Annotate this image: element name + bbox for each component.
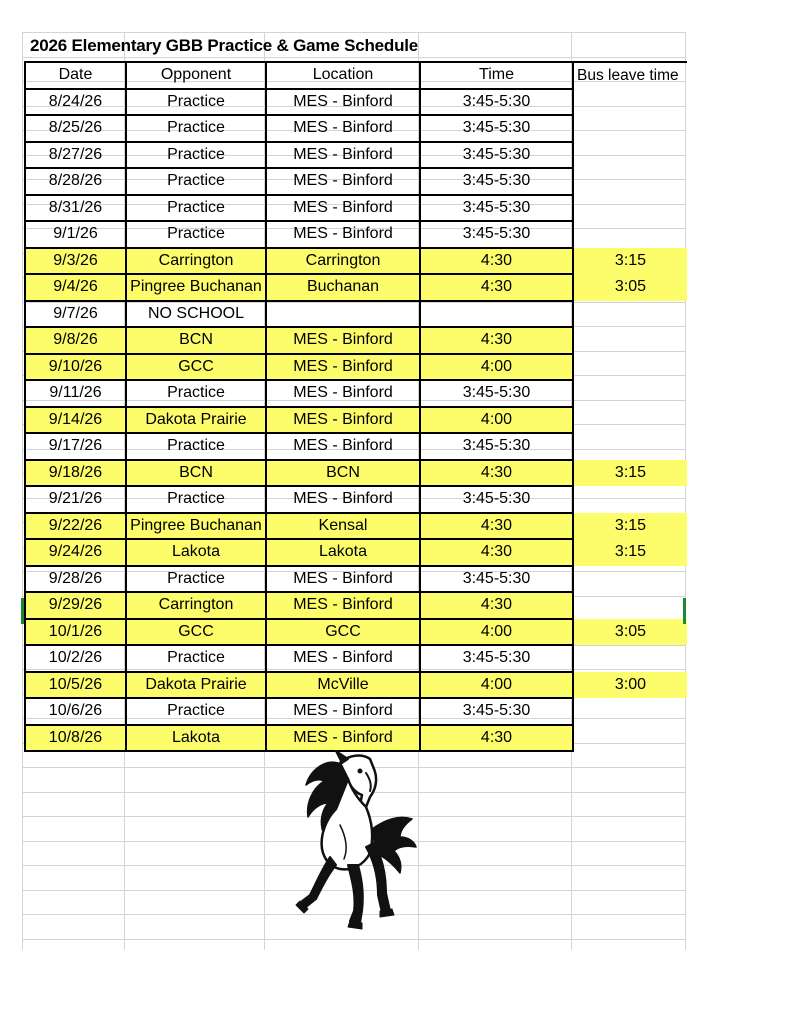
- cell-time: 4:30: [420, 248, 573, 275]
- cell-opponent: Pingree Buchanan: [126, 274, 266, 301]
- table-row: [25, 301, 687, 328]
- cell-opponent: Carrington: [126, 592, 266, 619]
- cell-time: [420, 301, 573, 328]
- table-row: [25, 327, 687, 354]
- cell-opponent: Practice: [126, 645, 266, 672]
- column-header-location: Location: [266, 62, 420, 89]
- cell-opponent: Practice: [126, 115, 266, 142]
- gridline-v: [22, 32, 23, 950]
- cell-location: MES - Binford: [266, 566, 420, 593]
- cell-location: Lakota: [266, 539, 420, 566]
- column-header-date: Date: [25, 62, 126, 89]
- cell-location: MES - Binford: [266, 698, 420, 725]
- column-header-opponent: Opponent: [126, 62, 266, 89]
- cell-location: MES - Binford: [266, 354, 420, 381]
- cell-time: 3:45-5:30: [420, 89, 573, 116]
- cell-bus-leave-time: [573, 195, 687, 222]
- gridline-h: [22, 32, 685, 33]
- cell-location: MES - Binford: [266, 89, 420, 116]
- cell-opponent: Pingree Buchanan: [126, 513, 266, 540]
- table-row: [25, 248, 687, 275]
- cell-bus-leave-time: [573, 142, 687, 169]
- cell-opponent: Practice: [126, 195, 266, 222]
- cell-bus-leave-time: 3:15: [573, 460, 687, 487]
- cell-location: MES - Binford: [266, 592, 420, 619]
- cell-location: [266, 301, 420, 328]
- cell-time: 3:45-5:30: [420, 115, 573, 142]
- cell-location: GCC: [266, 619, 420, 646]
- table-row: [25, 486, 687, 513]
- cell-bus-leave-time: 3:00: [573, 672, 687, 699]
- cell-opponent: Practice: [126, 89, 266, 116]
- table-row: [25, 539, 687, 566]
- cell-bus-leave-time: [573, 89, 687, 116]
- cell-date: 9/28/26: [25, 566, 126, 593]
- cell-location: MES - Binford: [266, 142, 420, 169]
- cell-location: MES - Binford: [266, 195, 420, 222]
- cell-date: 9/11/26: [25, 380, 126, 407]
- cell-date: 10/5/26: [25, 672, 126, 699]
- cell-opponent: GCC: [126, 619, 266, 646]
- cell-time: 4:30: [420, 725, 573, 752]
- table-row: [25, 168, 687, 195]
- cell-location: MES - Binford: [266, 327, 420, 354]
- cell-date: 9/24/26: [25, 539, 126, 566]
- cell-date: 9/3/26: [25, 248, 126, 275]
- cell-bus-leave-time: [573, 354, 687, 381]
- mustang-horse-mascot-icon: [270, 745, 420, 935]
- cell-bus-leave-time: [573, 566, 687, 593]
- cell-date: 9/17/26: [25, 433, 126, 460]
- cell-location: MES - Binford: [266, 407, 420, 434]
- cell-bus-leave-time: [573, 645, 687, 672]
- table-row: [25, 115, 687, 142]
- cell-bus-leave-time: [573, 168, 687, 195]
- cell-opponent: Practice: [126, 486, 266, 513]
- cell-date: 9/22/26: [25, 513, 126, 540]
- cell-location: MES - Binford: [266, 168, 420, 195]
- table-row: [25, 645, 687, 672]
- cell-opponent: Practice: [126, 380, 266, 407]
- cell-time: 4:30: [420, 327, 573, 354]
- cell-bus-leave-time: [573, 486, 687, 513]
- cell-bus-leave-time: [573, 433, 687, 460]
- cell-time: 3:45-5:30: [420, 142, 573, 169]
- cell-time: 4:30: [420, 513, 573, 540]
- table-row: [25, 274, 687, 301]
- cell-time: 4:30: [420, 539, 573, 566]
- cell-opponent: BCN: [126, 460, 266, 487]
- cell-edge-marker: [683, 598, 686, 624]
- cell-date: 10/8/26: [25, 725, 126, 752]
- table-row: [25, 513, 687, 540]
- cell-time: 4:30: [420, 460, 573, 487]
- table-row: [25, 592, 687, 619]
- cell-opponent: Practice: [126, 168, 266, 195]
- cell-time: 3:45-5:30: [420, 698, 573, 725]
- gridline-h: [22, 939, 685, 940]
- cell-time: 3:45-5:30: [420, 195, 573, 222]
- cell-location: MES - Binford: [266, 380, 420, 407]
- cell-bus-leave-time: [573, 592, 687, 619]
- cell-bus-leave-time: 3:15: [573, 248, 687, 275]
- cell-bus-leave-time: [573, 301, 687, 328]
- cell-date: 10/6/26: [25, 698, 126, 725]
- cell-date: 8/27/26: [25, 142, 126, 169]
- cell-time: 3:45-5:30: [420, 566, 573, 593]
- gridline-h: [22, 57, 685, 58]
- cell-opponent: GCC: [126, 354, 266, 381]
- cell-date: 9/1/26: [25, 221, 126, 248]
- table-row: [25, 698, 687, 725]
- cell-time: 4:00: [420, 672, 573, 699]
- cell-time: 4:00: [420, 354, 573, 381]
- cell-location: MES - Binford: [266, 486, 420, 513]
- cell-location: Buchanan: [266, 274, 420, 301]
- cell-opponent: Practice: [126, 221, 266, 248]
- table-row: [25, 407, 687, 434]
- cell-date: 9/18/26: [25, 460, 126, 487]
- table-row: [25, 433, 687, 460]
- page-title: 2026 Elementary GBB Practice & Game Schedule: [30, 36, 419, 55]
- cell-bus-leave-time: [573, 725, 687, 752]
- cell-time: 3:45-5:30: [420, 486, 573, 513]
- cell-date: 9/21/26: [25, 486, 126, 513]
- cell-edge-marker: [21, 598, 24, 624]
- cell-opponent: NO SCHOOL: [126, 301, 266, 328]
- cell-location: MES - Binford: [266, 221, 420, 248]
- cell-opponent: Dakota Prairie: [126, 407, 266, 434]
- column-header-bus-leave-time: Bus leave time: [573, 62, 687, 89]
- column-header-time: Time: [420, 62, 573, 89]
- cell-bus-leave-time: 3:15: [573, 539, 687, 566]
- cell-opponent: Lakota: [126, 539, 266, 566]
- table-row: [25, 354, 687, 381]
- cell-bus-leave-time: [573, 380, 687, 407]
- cell-location: Carrington: [266, 248, 420, 275]
- table-row: [25, 619, 687, 646]
- cell-date: 10/1/26: [25, 619, 126, 646]
- table-row: [25, 672, 687, 699]
- cell-opponent: Carrington: [126, 248, 266, 275]
- cell-opponent: Practice: [126, 566, 266, 593]
- cell-bus-leave-time: [573, 115, 687, 142]
- cell-date: 8/28/26: [25, 168, 126, 195]
- cell-date: 8/25/26: [25, 115, 126, 142]
- cell-bus-leave-time: [573, 327, 687, 354]
- table-row: [25, 221, 687, 248]
- cell-bus-leave-time: 3:15: [573, 513, 687, 540]
- cell-bus-leave-time: [573, 221, 687, 248]
- cell-time: 4:00: [420, 407, 573, 434]
- cell-time: 4:30: [420, 592, 573, 619]
- schedule-table: [24, 61, 687, 752]
- cell-date: 9/4/26: [25, 274, 126, 301]
- cell-location: MES - Binford: [266, 433, 420, 460]
- cell-date: 9/10/26: [25, 354, 126, 381]
- cell-bus-leave-time: 3:05: [573, 619, 687, 646]
- cell-time: 3:45-5:30: [420, 168, 573, 195]
- cell-location: MES - Binford: [266, 645, 420, 672]
- cell-location: McVille: [266, 672, 420, 699]
- cell-opponent: Dakota Prairie: [126, 672, 266, 699]
- cell-bus-leave-time: [573, 698, 687, 725]
- cell-date: 9/14/26: [25, 407, 126, 434]
- table-row: [25, 195, 687, 222]
- cell-opponent: Lakota: [126, 725, 266, 752]
- cell-bus-leave-time: 3:05: [573, 274, 687, 301]
- cell-time: 4:00: [420, 619, 573, 646]
- cell-opponent: Practice: [126, 142, 266, 169]
- cell-date: 8/31/26: [25, 195, 126, 222]
- table-row: [25, 89, 687, 116]
- cell-opponent: Practice: [126, 698, 266, 725]
- table-row: [25, 460, 687, 487]
- cell-time: 3:45-5:30: [420, 433, 573, 460]
- cell-location: BCN: [266, 460, 420, 487]
- cell-bus-leave-time: [573, 407, 687, 434]
- cell-opponent: Practice: [126, 433, 266, 460]
- cell-date: 9/29/26: [25, 592, 126, 619]
- table-row: [25, 142, 687, 169]
- cell-time: 3:45-5:30: [420, 221, 573, 248]
- cell-location: Kensal: [266, 513, 420, 540]
- table-row: [25, 566, 687, 593]
- cell-time: 3:45-5:30: [420, 380, 573, 407]
- header-row: [25, 62, 687, 89]
- cell-time: 3:45-5:30: [420, 645, 573, 672]
- cell-location: MES - Binford: [266, 115, 420, 142]
- cell-opponent: BCN: [126, 327, 266, 354]
- cell-date: 9/8/26: [25, 327, 126, 354]
- cell-date: 9/7/26: [25, 301, 126, 328]
- cell-location: MES - Binford: [266, 725, 420, 752]
- cell-date: 10/2/26: [25, 645, 126, 672]
- table-row: [25, 380, 687, 407]
- cell-date: 8/24/26: [25, 89, 126, 116]
- cell-time: 4:30: [420, 274, 573, 301]
